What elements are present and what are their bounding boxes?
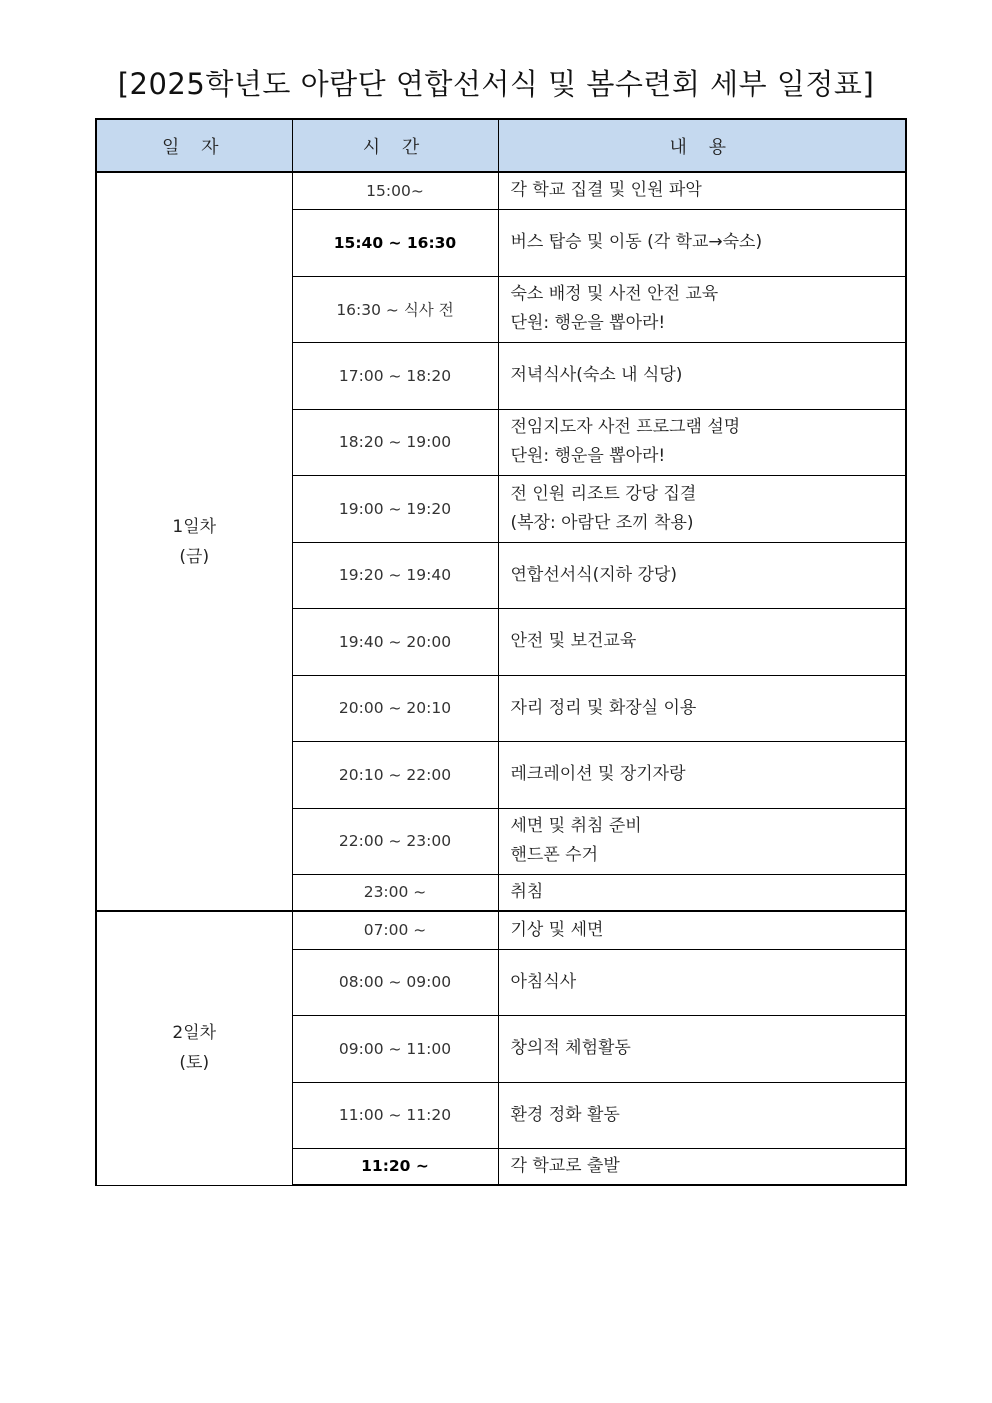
day-weekday: (금) (179, 546, 210, 567)
header-content: 내 용 (498, 119, 906, 172)
content-line: 레크레이션 및 장기자랑 (510, 764, 686, 784)
day-weekday: (토) (179, 1053, 210, 1074)
content-line: 취침 (510, 881, 544, 902)
schedule-body (96, 172, 906, 1185)
content-line: 세면 및 취침 준비 (510, 816, 642, 836)
time-cell: 19:00 ~ 19:20 (292, 475, 498, 542)
content-line: 연합선서식(지하 강당) (510, 564, 677, 585)
content-cell (498, 1148, 906, 1185)
day-label: 1일차 (172, 516, 217, 537)
day-cell (96, 911, 292, 1185)
content-cell (498, 542, 906, 608)
time-cell: 09:00 ~ 11:00 (292, 1015, 498, 1082)
content-cell (498, 1015, 906, 1082)
time-cell: 20:00 ~ 20:10 (292, 675, 498, 741)
content-line: 숙소 배정 및 사전 안전 교육 (510, 284, 719, 304)
content-cell (498, 675, 906, 741)
schedule-table (95, 118, 907, 1186)
time-cell: 17:00 ~ 18:20 (292, 342, 498, 409)
time-cell: 15:00~ (292, 172, 498, 209)
content-cell (498, 409, 906, 475)
day-cell (96, 172, 292, 911)
page-title: [2025학년도 아람단 연합선서식 및 봄수련회 세부 일정표] (117, 67, 875, 101)
content-cell (498, 475, 906, 542)
time-cell: 18:20 ~ 19:00 (292, 409, 498, 475)
content-cell (498, 949, 906, 1015)
content-line: 기상 및 세면 (510, 919, 604, 940)
content-line: (복장: 아람단 조끼 착용) (510, 512, 694, 533)
content-cell (498, 172, 906, 209)
content-line: 버스 탑승 및 이동 (각 학교→숙소) (510, 232, 763, 252)
content-cell (498, 209, 906, 276)
content-line: 단원: 행운을 뽑아라! (510, 446, 666, 466)
content-cell (498, 741, 906, 808)
content-line: 창의적 체험활동 (510, 1038, 631, 1058)
content-line: 환경 정화 활동 (510, 1104, 620, 1125)
content-line: 안전 및 보건교육 (510, 631, 637, 651)
content-line: 전 인원 리조트 강당 집결 (510, 483, 697, 504)
time-cell: 11:20 ~ (292, 1148, 498, 1185)
content-cell (498, 911, 906, 949)
content-cell (498, 608, 906, 675)
header-time: 시 간 (292, 119, 498, 172)
table-row (96, 172, 906, 209)
content-cell (498, 874, 906, 911)
time-cell: 11:00 ~ 11:20 (292, 1082, 498, 1148)
content-line: 핸드폰 수거 (510, 845, 599, 865)
content-line: 단원: 행운을 뽑아라! (510, 313, 666, 333)
content-line: 아침식사 (510, 971, 577, 992)
content-line: 저녁식사(숙소 내 식당) (510, 365, 683, 385)
time-cell: 16:30 ~ 식사 전 (292, 276, 498, 342)
time-cell: 23:00 ~ (292, 874, 498, 911)
time-cell: 08:00 ~ 09:00 (292, 949, 498, 1015)
content-cell (498, 808, 906, 874)
time-cell: 20:10 ~ 22:00 (292, 741, 498, 808)
content-line: 자리 정리 및 화장실 이용 (510, 697, 697, 718)
content-cell (498, 1082, 906, 1148)
content-line: 각 학교 집결 및 인원 파악 (510, 180, 702, 201)
content-cell (498, 342, 906, 409)
time-cell: 19:20 ~ 19:40 (292, 542, 498, 608)
time-cell: 15:40 ~ 16:30 (292, 209, 498, 276)
time-cell: 22:00 ~ 23:00 (292, 808, 498, 874)
content-line: 전임지도자 사전 프로그램 설명 (510, 417, 741, 437)
day-label: 2일차 (172, 1023, 217, 1044)
time-cell: 19:40 ~ 20:00 (292, 608, 498, 675)
header-row (96, 119, 906, 172)
time-cell: 07:00 ~ (292, 911, 498, 949)
header-date: 일 자 (96, 119, 292, 172)
table-row (96, 911, 906, 949)
content-cell (498, 276, 906, 342)
content-line: 각 학교로 출발 (510, 1155, 620, 1176)
